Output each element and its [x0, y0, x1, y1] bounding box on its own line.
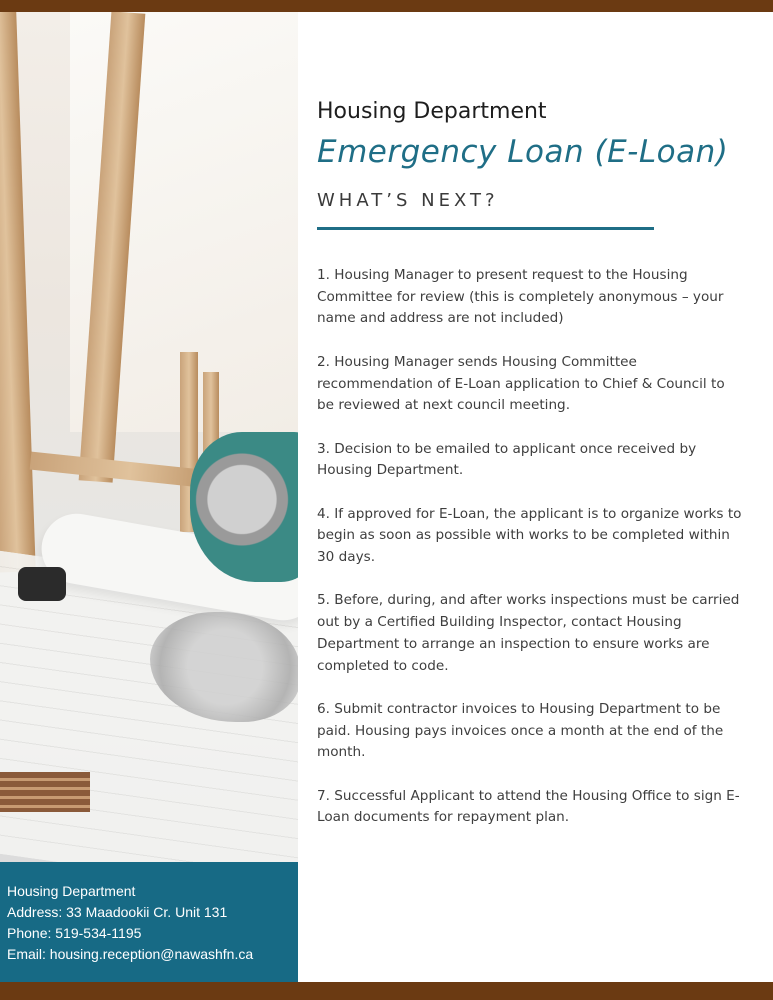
- contact-email[interactable]: Email: housing.reception@nawashfn.ca: [7, 946, 254, 962]
- section-subtitle: WHAT’S NEXT?: [317, 190, 499, 211]
- step-item: 1. Housing Manager to present request to the Housing Committee for review (this is completely anonymous – your name and address are not included): [317, 267, 724, 327]
- step-item: 6. Submit contractor invoices to Housing Department to be paid. Housing pays invoices once a month at the end of the month.: [317, 700, 724, 761]
- step-item: 4. If approved for E-Loan, the applicant is to organize works to begin as soon as possible with works to be completed within 30 days.: [317, 505, 742, 566]
- step-item: 5. Before, during, and after works inspections must be carried out by a Certified Building Inspector, contact Housing Department to arrange an inspection to ensure works are completed to code.: [317, 592, 740, 674]
- step-item: 2. Housing Manager sends Housing Committee recommendation of E-Loan application to Chief & Council to be reviewed at next council meeting.: [317, 353, 725, 414]
- tape-measure: [18, 567, 66, 601]
- step-item: 7. Successful Applicant to attend the Housing Office to sign E-Loan documents for repayment plan.: [317, 787, 740, 826]
- construction-photo: [0, 12, 298, 862]
- page-title: Emergency Loan (E-Loan): [317, 134, 729, 170]
- wood-stud: [0, 12, 36, 572]
- department-heading: Housing Department: [317, 99, 547, 124]
- wood-boards: [0, 772, 90, 812]
- step-item: 3. Decision to be emailed to applicant once received by Housing Department.: [317, 440, 697, 479]
- steps-list: [317, 265, 742, 851]
- contact-phone: Phone: 519-534-1195: [7, 925, 142, 941]
- contact-box: [0, 862, 298, 982]
- bottom-border-bar: [0, 982, 773, 1000]
- contact-address: Address: 33 Maadookii Cr. Unit 131: [7, 904, 228, 920]
- title-underline: [317, 227, 654, 230]
- top-border-bar: [0, 0, 773, 12]
- contact-name: Housing Department: [7, 883, 136, 899]
